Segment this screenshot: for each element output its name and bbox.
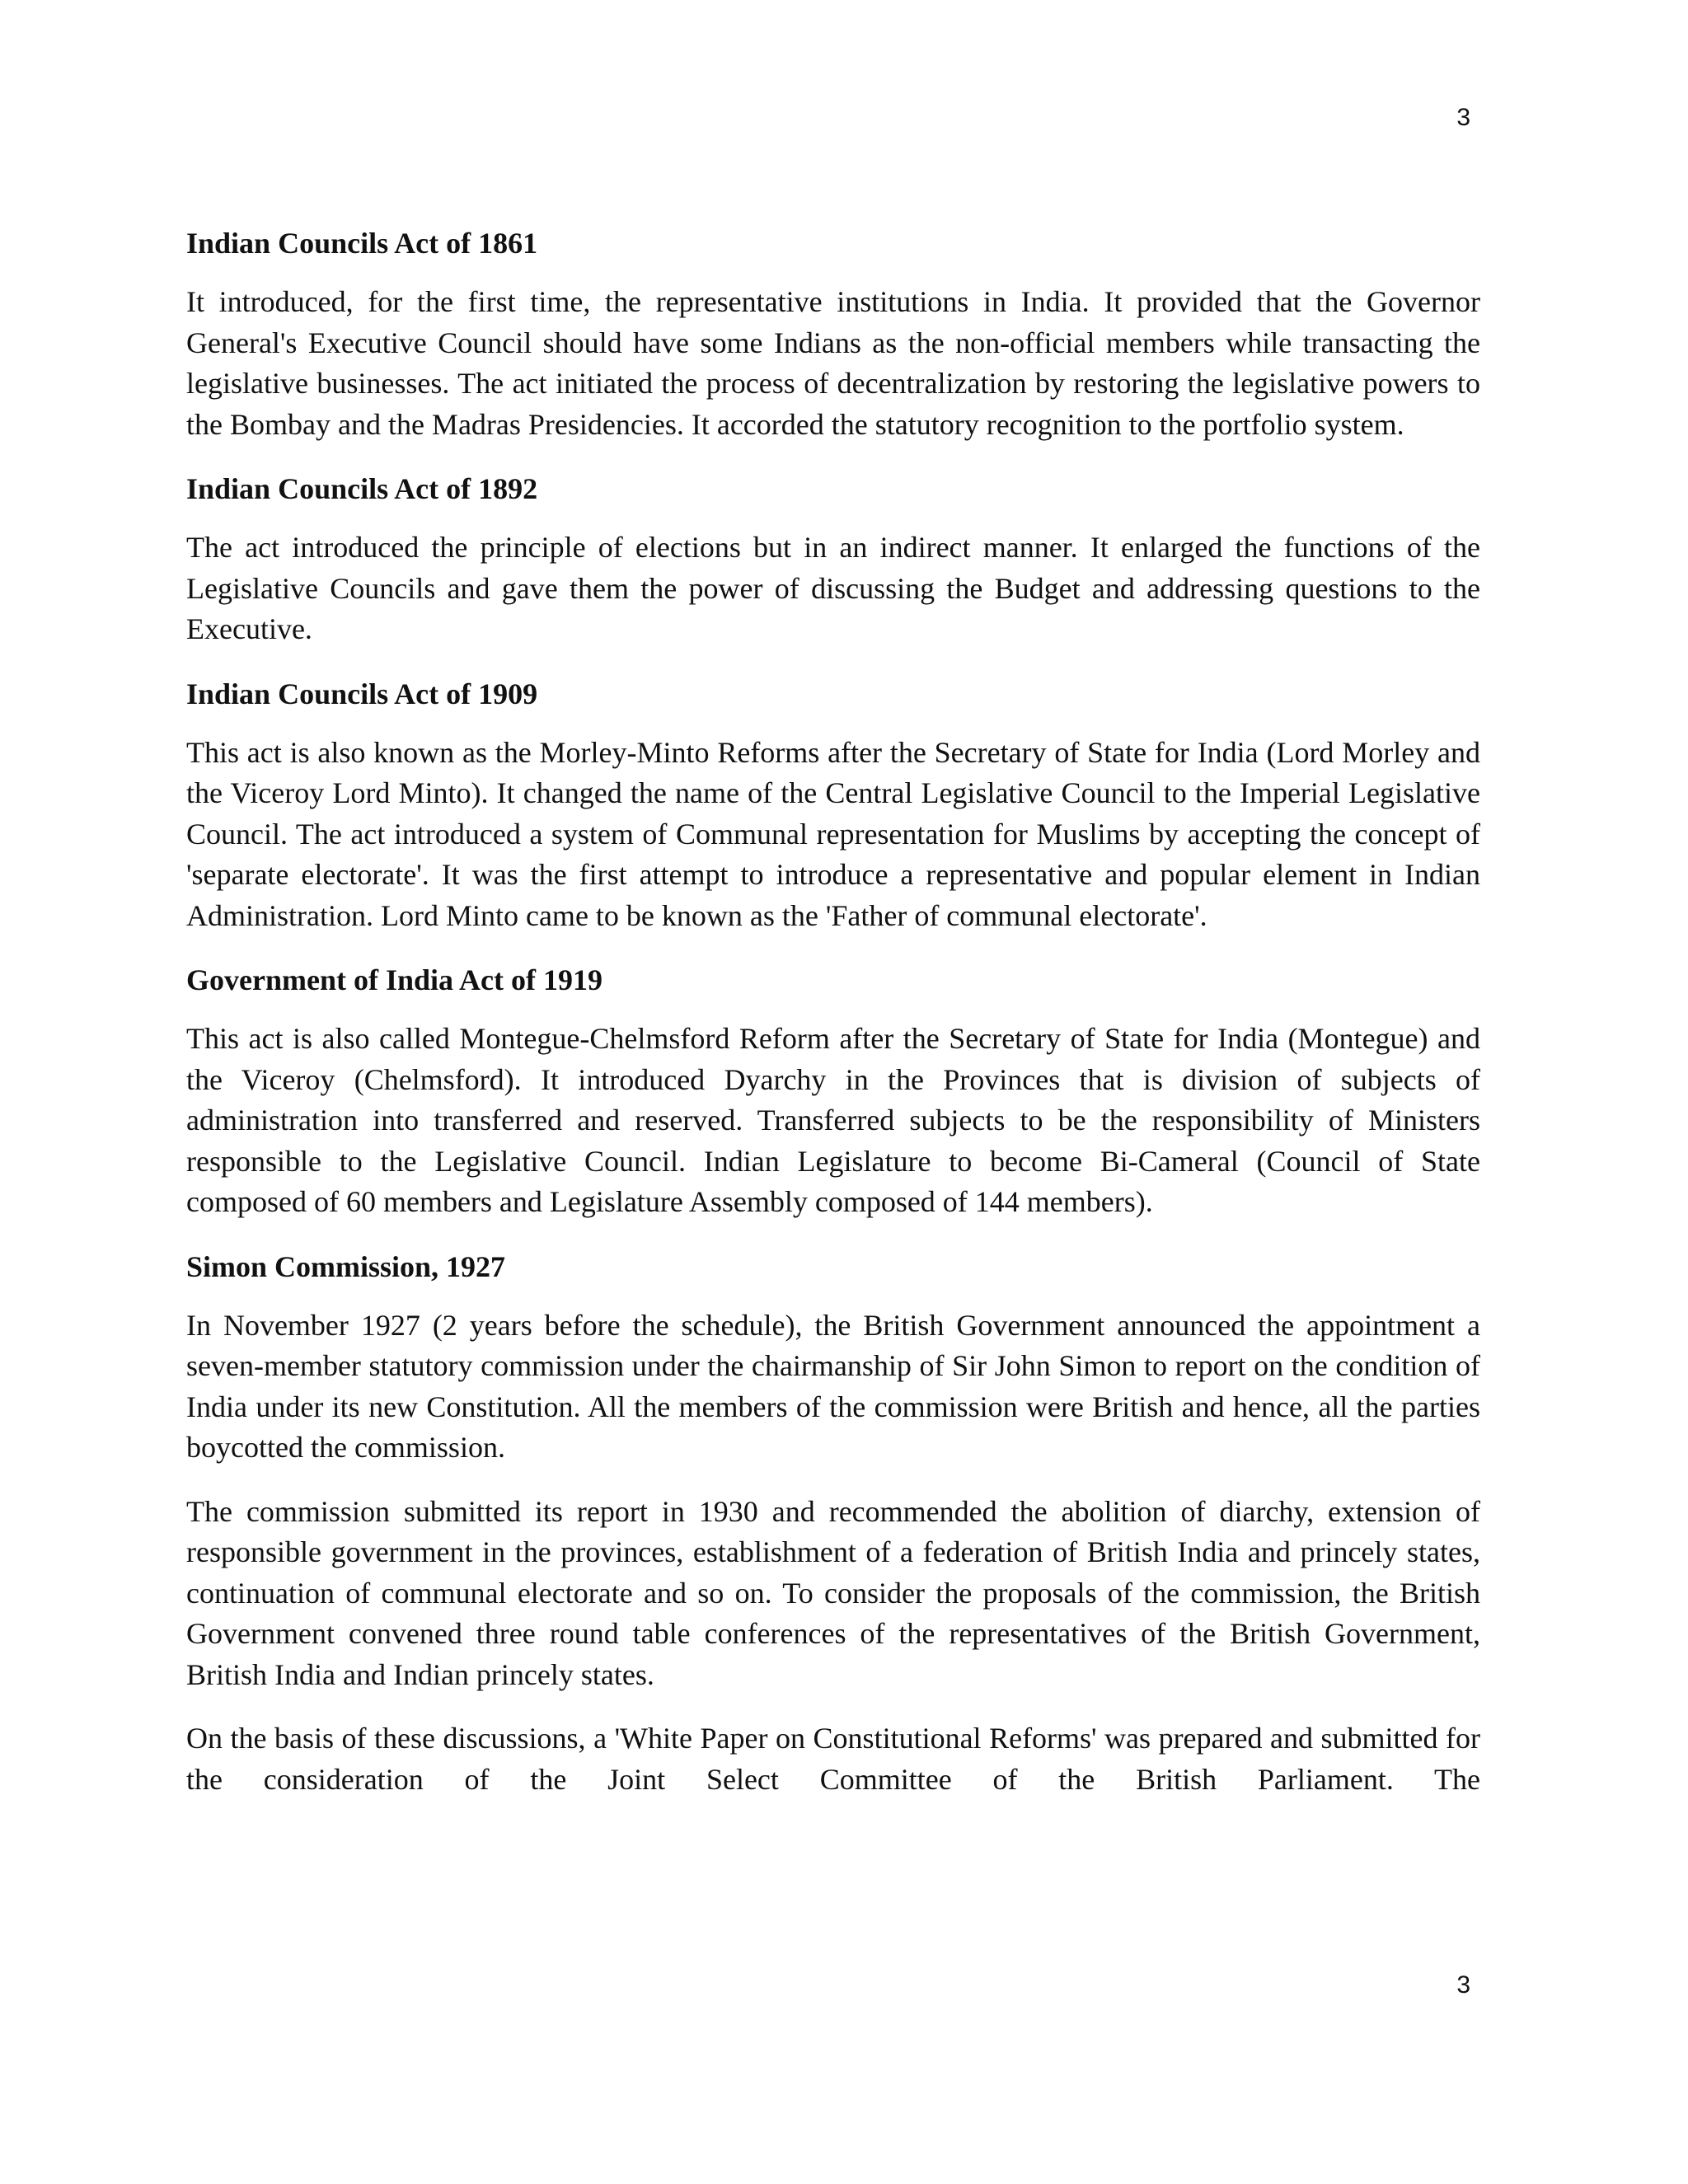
section-heading: Indian Councils Act of 1861 — [186, 227, 538, 260]
document-body — [186, 223, 1480, 1823]
paragraph: The act introduced the principle of elections but in an indirect manner. It enlarged the functions of the Legislative Councils and gave them the power of discussing the Budget and addressing questions to the Executive. — [186, 531, 1480, 645]
paragraph-continued: On the basis of these discussions, a 'White Paper on Constitutional Reforms' was prepared and submitted for the consideration of the Joint Select Committee of the British Parliament. The — [186, 1722, 1480, 1796]
section-heading: Government of India Act of 1919 — [186, 963, 603, 996]
section-heading: Simon Commission, 1927 — [186, 1249, 506, 1283]
page-number-bottom: 3 — [1456, 1971, 1470, 1999]
paragraph: The commission submitted its report in 1930 and recommended the abolition of diarchy, extension of responsible government in the provinces, establishment of a federation of British India and princely states, continuation of communal electorate and so on. To consider the proposals of the commission, the British Government convened three round table conferences of the representatives of the British Government, British India and Indian princely states. — [186, 1494, 1480, 1691]
section-simon-commission-1927 — [186, 1246, 1480, 1801]
section-councils-act-1909 — [186, 673, 1480, 937]
page-number-top: 3 — [1456, 104, 1470, 131]
paragraph: In November 1927 (2 years before the schedule), the British Government announced the appointment a seven-member statutory commission under the chairmanship of Sir John Simon to report on the condition of India under its new Constitution. All the members of the commission were British and hence, all the parties boycotted the commission. — [186, 1308, 1480, 1464]
section-heading: Indian Councils Act of 1909 — [186, 677, 538, 710]
paragraph: This act is also called Montegue-Chelmsford Reform after the Secretary of State for India (Montegue) and the Viceroy (Chelmsford). It introduced Dyarchy in the Provinces that is division of subjects of administration into transferred and reserved. Transferred subjects to be the responsibility of Ministers responsible to the Legislative Council. Indian Legislature to become Bi-Cameral (Council of State composed of 60 members and Legislature Assembly composed of 144 members). — [186, 1022, 1480, 1218]
paragraph: It introduced, for the first time, the representative institutions in India. It provided that the Governor General's Executive Council should have some Indians as the non-official members while transacting the legislative businesses. The act initiated the process of decentralization by restoring the legislative powers to the Bombay and the Madras Presidencies. It accorded the statutory recognition to the portfolio system. — [186, 285, 1480, 441]
section-councils-act-1861 — [186, 223, 1480, 445]
section-councils-act-1892 — [186, 468, 1480, 650]
section-heading: Indian Councils Act of 1892 — [186, 472, 538, 505]
section-government-of-india-act-1919 — [186, 959, 1480, 1223]
paragraph: This act is also known as the Morley-Minto Reforms after the Secretary of State for India (Lord Morley and the Viceroy Lord Minto). It changed the name of the Central Legislative Council to the Imperial Legislative Council. The act introduced a system of Communal representation for Muslims by accepting the concept of 'separate electorate'. It was the first attempt to introduce a representative and popular element in Indian Administration. Lord Minto came to be known as the 'Father of communal electorate'. — [186, 735, 1480, 932]
